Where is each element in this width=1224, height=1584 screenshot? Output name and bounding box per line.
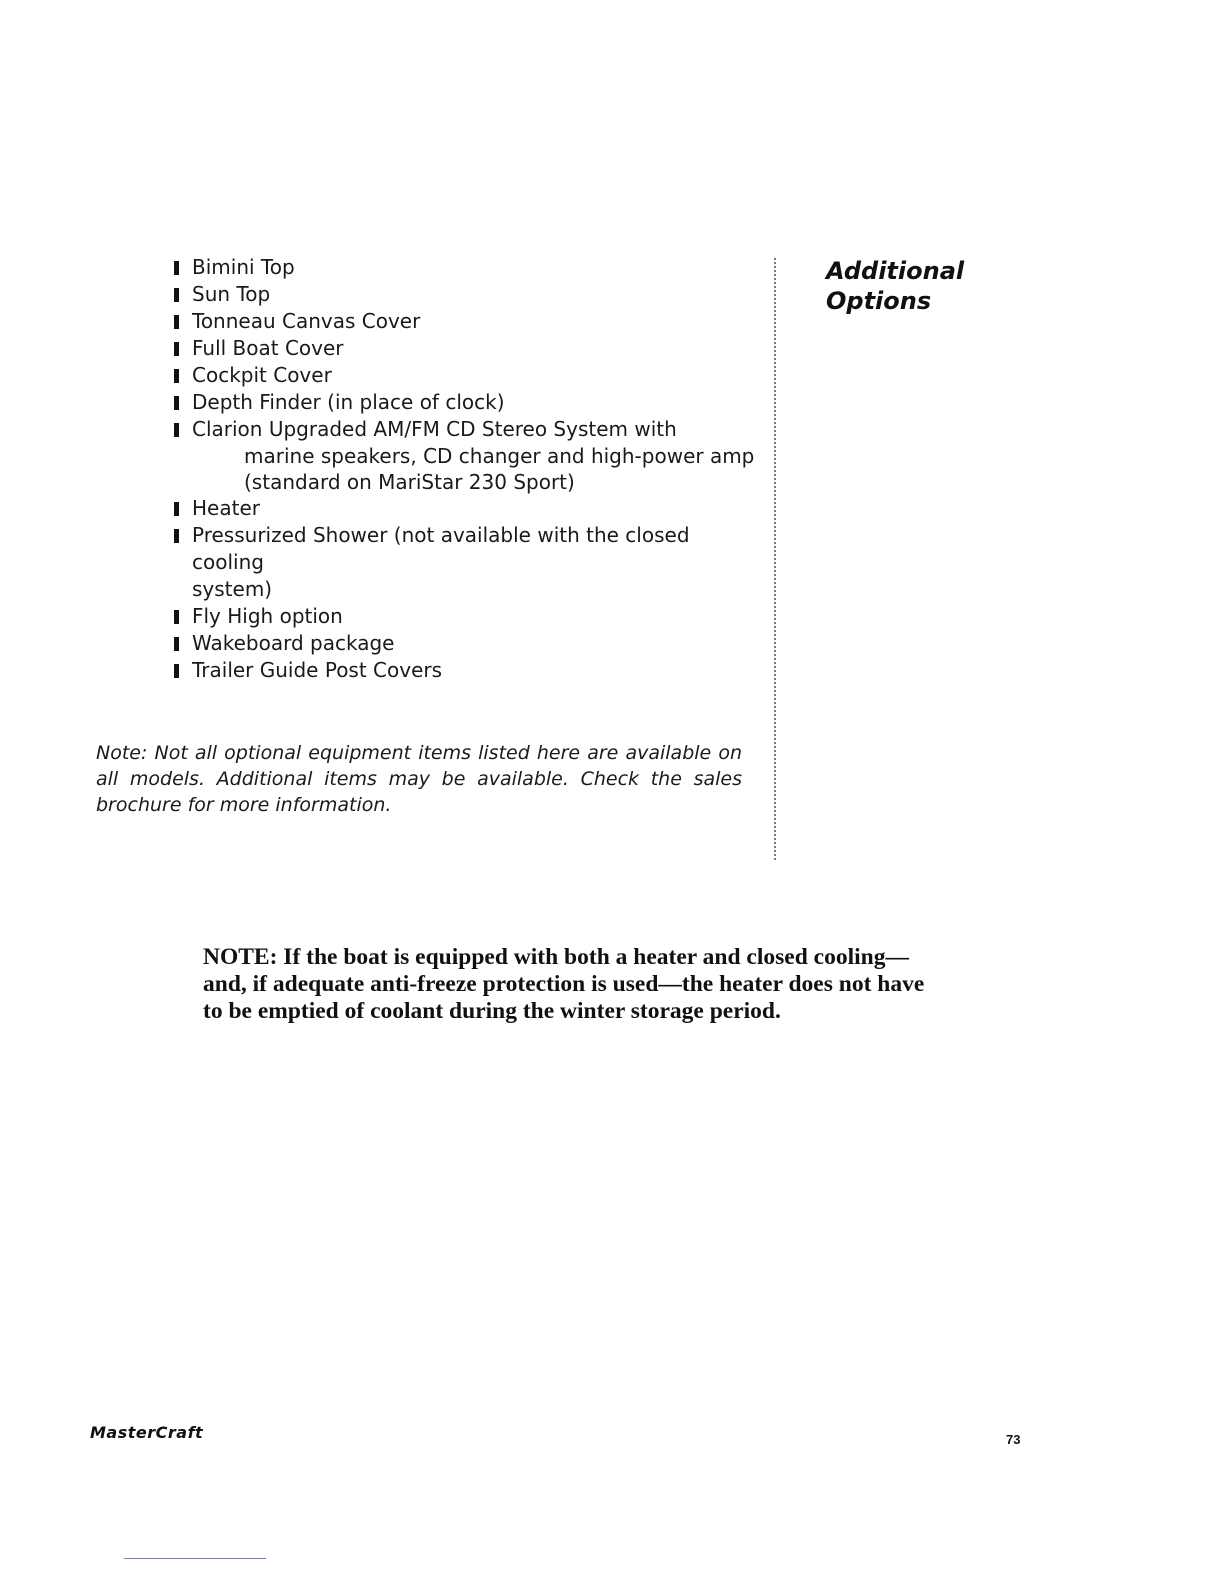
list-item-continuation: (standard on MariStar 230 Sport) [244,470,575,494]
bottom-rule [124,1558,266,1559]
list-item [172,254,762,281]
list-item-text: Full Boat Cover [192,336,344,360]
list-item-text: Fly High option [192,604,343,628]
list-item [172,630,762,657]
list-item-text: Trailer Guide Post Covers [192,658,443,682]
list-item-text: Heater [192,496,260,520]
list-item [172,362,762,389]
additional-options-list [172,254,762,684]
list-item [172,281,762,308]
list-item [172,495,762,522]
list-item-text: Pressurized Shower (not available with the closed cooling [192,523,690,574]
list-item [172,657,762,684]
page-number: 73 [1006,1432,1021,1447]
list-item-text: Clarion Upgraded AM/FM CD Stereo System with [192,417,677,441]
heater-coolant-note: NOTE: If the boat is equipped with both a heater and closed cooling—and, if adequate anti-freeze protection is used—the heater does not have to be emptied of coolant during the winter storage period. [203,944,925,1024]
section-heading-line: Options [826,287,932,315]
list-item [172,603,762,630]
brand-logo: MasterCraft [90,1423,204,1442]
dotted-column-divider [774,258,776,860]
list-item-continuation: marine speakers, CD changer and high-power amp [244,444,755,468]
list-item-text: Tonneau Canvas Cover [192,309,421,333]
list-item-continuation: system) [192,577,273,601]
list-item [172,522,762,603]
list-item [172,389,762,416]
section-heading [826,256,964,316]
list-item-text: Cockpit Cover [192,363,332,387]
list-item-text: Wakeboard package [192,631,395,655]
list-item-text: Depth Finder (in place of clock) [192,390,505,414]
list-item-text: Bimini Top [192,255,295,279]
list-item [172,416,762,495]
availability-note: Note: Not all optional equipment items listed here are available on all models. Additional items may be available. Check the sales brochure for more information. [96,742,742,816]
list-item-text: Sun Top [192,282,271,306]
list-item [172,308,762,335]
section-heading-line: Additional [826,257,965,285]
list-item [172,335,762,362]
